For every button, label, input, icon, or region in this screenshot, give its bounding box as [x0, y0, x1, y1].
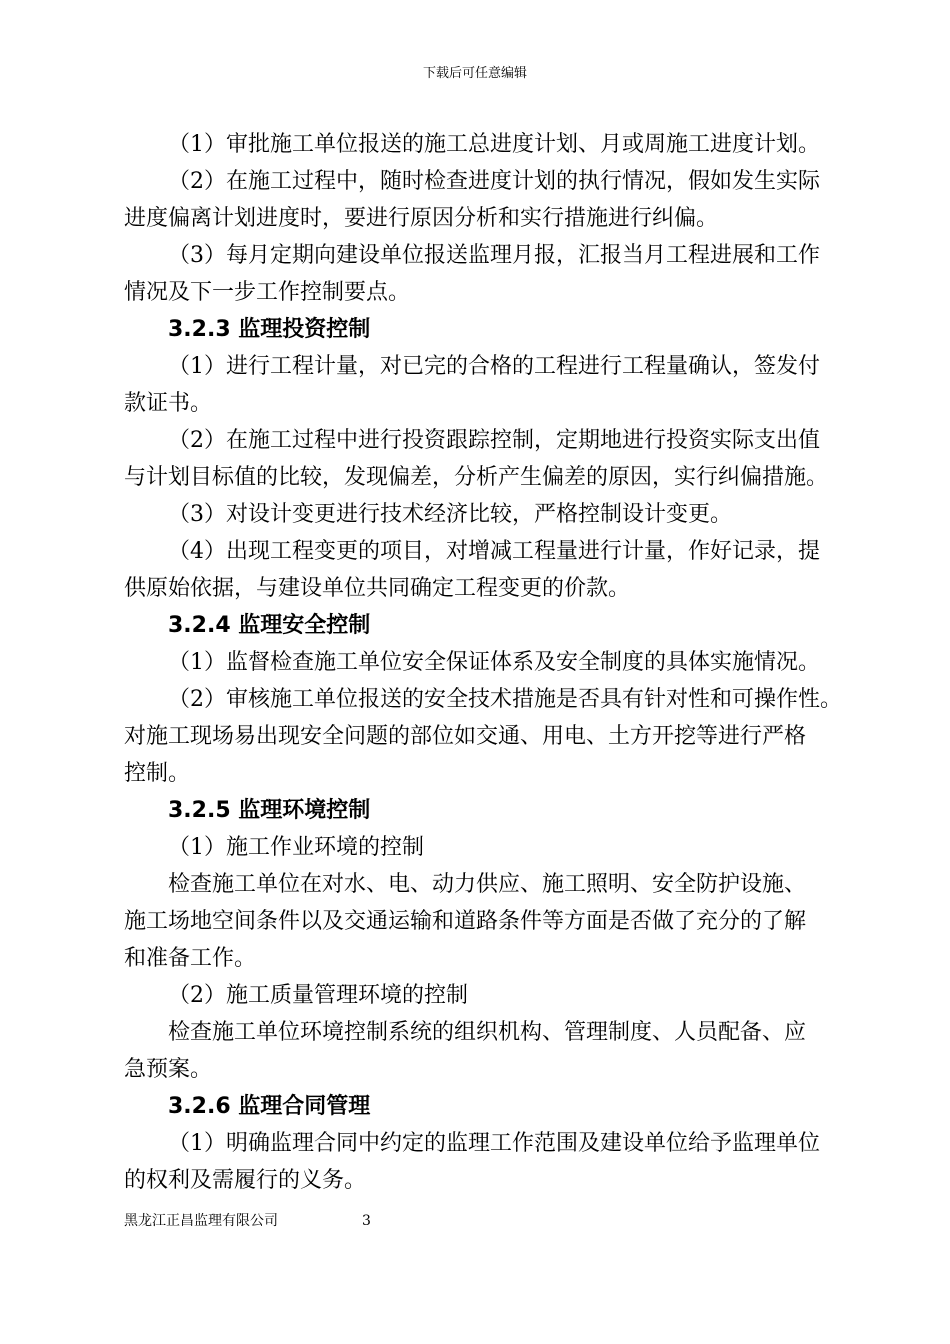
- text-line: 情况及下一步工作控制要点。: [124, 280, 411, 305]
- text-line: （2）审核施工单位报送的安全技术措施是否具有针对性和可操作性。: [168, 687, 842, 712]
- section-heading: [124, 607, 834, 644]
- text-line: 与计划目标值的比较，发现偏差，分析产生偏差的原因，实行纠偏措施。: [124, 465, 829, 490]
- text-line: （3）对设计变更进行技术经济比较，严格控制设计变更。: [168, 502, 732, 527]
- text-line: （1）施工作业环境的控制: [168, 835, 424, 860]
- text-line: 款证书。: [124, 391, 213, 416]
- paragraph: [124, 829, 834, 866]
- text-line: 进度偏离计划进度时，要进行原因分析和实行措施进行纠偏。: [124, 206, 719, 231]
- text-line: （1）明确监理合同中约定的监理工作范围及建设单位给予监理单位: [168, 1131, 820, 1156]
- text-line: 检查施工单位环境控制系统的组织机构、管理制度、人员配备、应: [168, 1020, 807, 1045]
- paragraph: [124, 126, 834, 163]
- paragraph: [124, 681, 842, 792]
- text-line: 检查施工单位在对水、电、动力供应、施工照明、安全防护设施、: [168, 872, 807, 897]
- text-line: 供原始依据，与建设单位共同确定工程变更的价款。: [124, 576, 631, 601]
- text-line: （1）监督检查施工单位安全保证体系及安全制度的具体实施情况。: [168, 650, 820, 675]
- section-heading: [124, 311, 834, 348]
- text-line: 的权利及需履行的义务。: [124, 1168, 367, 1193]
- text-line: （3）每月定期向建设单位报送监理月报，汇报当月工程进展和工作: [168, 243, 820, 268]
- paragraph: [124, 644, 834, 681]
- text-line: （2）在施工过程中，随时检查进度计划的执行情况，假如发生实际: [168, 169, 820, 194]
- text-line: 3.2.5 监理环境控制: [168, 798, 371, 823]
- page-header: 下载后可任意编辑: [422, 66, 527, 81]
- paragraph: [124, 866, 834, 977]
- text-line: 3.2.3 监理投资控制: [168, 317, 371, 342]
- text-line: 3.2.6 监理合同管理: [168, 1094, 371, 1119]
- text-line: 3.2.4 监理安全控制: [168, 613, 371, 638]
- paragraph: [124, 422, 834, 496]
- text-line: （2）在施工过程中进行投资跟踪控制，定期地进行投资实际支出值: [168, 428, 820, 453]
- paragraph: [124, 1014, 834, 1088]
- text-line: 对施工现场易出现安全问题的部位如交通、用电、土方开挖等进行严格: [124, 724, 807, 749]
- text-line: （1）审批施工单位报送的施工总进度计划、月或周施工进度计划。: [168, 132, 820, 157]
- section-heading: [124, 1088, 834, 1125]
- page-number: 3: [362, 1213, 371, 1229]
- text-line: 和准备工作。: [124, 946, 257, 971]
- footer-company: 黑龙江正昌监理有限公司: [124, 1213, 278, 1229]
- text-line: 控制。: [124, 761, 191, 786]
- paragraph: [124, 237, 834, 311]
- paragraph: [124, 1125, 834, 1199]
- text-line: （4）出现工程变更的项目，对增减工程量进行计量，作好记录，提: [168, 539, 820, 564]
- paragraph: [124, 977, 834, 1014]
- paragraph: [124, 348, 834, 422]
- paragraph: [124, 496, 834, 533]
- document-body: [124, 126, 842, 1199]
- text-line: （2）施工质量管理环境的控制: [168, 983, 468, 1008]
- paragraph: [124, 163, 834, 237]
- text-line: 施工场地空间条件以及交通运输和道路条件等方面是否做了充分的了解: [124, 909, 807, 934]
- text-line: （1）进行工程计量，对已完的合格的工程进行工程量确认，签发付: [168, 354, 820, 379]
- paragraph: [124, 533, 834, 607]
- section-heading: [124, 792, 834, 829]
- text-line: 急预案。: [124, 1057, 213, 1082]
